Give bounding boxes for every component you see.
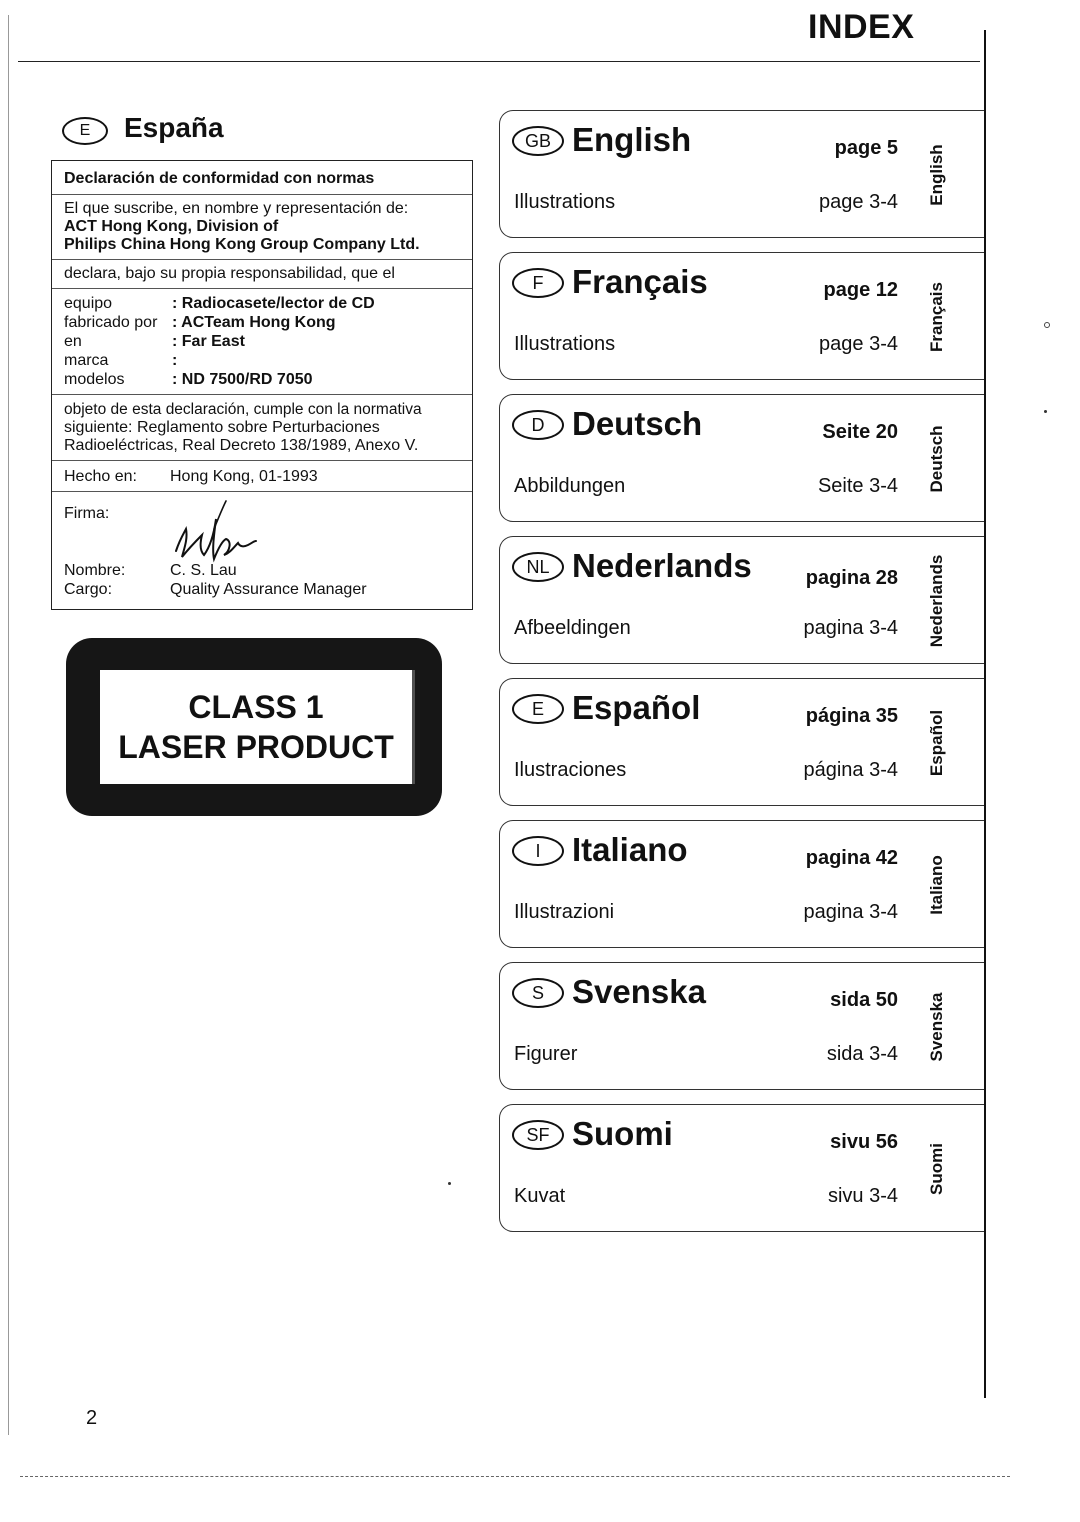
illustrations-page: pagina 3-4 — [803, 617, 898, 639]
thumb-tab-suomi[interactable] — [920, 1115, 954, 1223]
illustrations-page: page 3-4 — [819, 333, 898, 355]
field-row — [64, 333, 464, 351]
field-value: : Far East — [172, 333, 245, 350]
thumb-tab-francais[interactable] — [920, 263, 954, 371]
illustrations-label: Afbeeldingen — [514, 617, 631, 639]
scan-speck — [448, 1182, 451, 1185]
country-badge: F — [512, 268, 564, 298]
page-number: 2 — [86, 1407, 98, 1429]
country-badge: E — [512, 694, 564, 724]
label-edge — [412, 670, 415, 784]
tab-label: Italiano — [927, 855, 946, 915]
language-entry-italiano[interactable] — [499, 820, 984, 948]
language-page: page 5 — [834, 137, 898, 159]
object-line-3: Radioeléctricas, Real Decreto 138/1989, Anexo V. — [64, 437, 419, 454]
position-value: Quality Assurance Manager — [170, 581, 367, 598]
illustrations-label: Abbildungen — [514, 475, 626, 497]
tab-label: Deutsch — [927, 425, 946, 493]
illustrations-page: page 3-4 — [819, 191, 898, 213]
scan-speck — [1044, 410, 1047, 413]
signature — [170, 499, 280, 569]
tab-label: Svenska — [927, 992, 946, 1062]
country-badge: NL — [512, 552, 564, 582]
divider — [52, 460, 472, 461]
tab-edge-line — [984, 30, 986, 1398]
position-key: Cargo: — [64, 581, 113, 598]
tab-label: Nederlands — [927, 554, 946, 648]
language-entry-english[interactable] — [499, 110, 984, 238]
language-page: pagina 28 — [805, 567, 898, 589]
language-page: sivu 56 — [830, 1131, 898, 1153]
object-line-2: siguiente: Reglamento sobre Perturbaciones — [64, 419, 380, 436]
signature-key: Firma: — [64, 505, 110, 522]
field-value: : — [172, 352, 178, 369]
language-page: Seite 20 — [822, 421, 898, 443]
made-in-key: Hecho en: — [64, 468, 137, 485]
name-key: Nombre: — [64, 562, 126, 579]
divider — [52, 288, 472, 289]
language-entry-nederlands[interactable] — [499, 536, 984, 664]
country-badge: GB — [512, 126, 564, 156]
page-title: INDEX — [808, 8, 915, 46]
language-entry-svenska[interactable] — [499, 962, 984, 1090]
tab-label: Français — [927, 282, 946, 352]
declaration-box — [51, 160, 473, 610]
illustrations-label: Ilustraciones — [514, 759, 627, 781]
language-page: pagina 42 — [805, 847, 898, 869]
thumb-tab-deutsch[interactable] — [920, 405, 954, 513]
field-value: : Radiocasete/lector de CD — [172, 295, 375, 312]
field-row — [64, 295, 464, 313]
header-rule — [18, 61, 980, 62]
field-row — [64, 352, 464, 370]
language-name: Suomi — [572, 1115, 673, 1152]
espana-title: España — [124, 112, 224, 143]
declaration-intro: El que suscribe, en nombre y representación de: — [64, 200, 409, 217]
illustrations-page: Seite 3-4 — [817, 475, 898, 497]
object-line-1: objeto de esta declaración, cumple con la normativa — [64, 401, 422, 418]
language-entry-suomi[interactable] — [499, 1104, 984, 1232]
scan-speck — [1044, 322, 1050, 328]
laser-product-line: LASER PRODUCT — [118, 729, 394, 765]
declaration-title: Declaración de conformidad con normas — [64, 170, 375, 187]
field-row — [64, 314, 464, 332]
illustrations-label: Illustrations — [514, 333, 616, 355]
language-page: page 12 — [823, 279, 898, 301]
field-key: marca — [64, 352, 109, 369]
language-entry-francais[interactable] — [499, 252, 984, 380]
tab-label: English — [927, 144, 946, 206]
language-entry-espanol[interactable] — [499, 678, 984, 806]
made-in-value: Hong Kong, 01-1993 — [170, 468, 318, 485]
language-name: Español — [572, 689, 701, 726]
country-badge: SF — [512, 1120, 564, 1150]
left-margin-line — [8, 15, 9, 1435]
country-badge: E — [62, 117, 108, 145]
field-value: : ACTeam Hong Kong — [172, 314, 336, 331]
illustrations-page: sivu 3-4 — [827, 1185, 898, 1207]
language-page: página 35 — [805, 705, 898, 727]
divider — [52, 194, 472, 195]
language-name: Italiano — [572, 831, 688, 868]
declares-line: declara, bajo su propia responsabilidad, que el — [64, 265, 395, 282]
thumb-tab-english[interactable] — [920, 121, 954, 229]
illustrations-page: sida 3-4 — [826, 1043, 898, 1065]
language-name: Français — [572, 263, 708, 300]
illustrations-label: Illustrazioni — [514, 901, 615, 923]
laser-class-line: CLASS 1 — [188, 689, 324, 725]
divider — [52, 491, 472, 492]
language-name: Deutsch — [572, 405, 703, 442]
laser-label-text-panel — [100, 670, 412, 784]
bottom-dashed-rule — [20, 1476, 1010, 1477]
country-badge: D — [512, 410, 564, 440]
field-key: fabricado por — [64, 314, 158, 331]
field-key: modelos — [64, 371, 125, 388]
company-line-1: ACT Hong Kong, Division of — [64, 218, 279, 235]
language-name: Svenska — [572, 973, 706, 1010]
company-line-2: Philips China Hong Kong Group Company Ltd. — [64, 236, 420, 253]
language-name: Nederlands — [572, 547, 752, 584]
thumb-tab-nederlands[interactable] — [920, 547, 954, 655]
language-entry-deutsch[interactable] — [499, 394, 984, 522]
country-badge: I — [512, 836, 564, 866]
name-value: C. S. Lau — [170, 562, 237, 579]
tab-label: Español — [927, 709, 946, 777]
laser-class-label — [66, 638, 442, 816]
language-page: sida 50 — [830, 989, 898, 1011]
tab-label: Suomi — [927, 1143, 946, 1195]
field-row — [64, 371, 464, 389]
country-badge: S — [512, 978, 564, 1008]
illustrations-page: pagina 3-4 — [803, 901, 898, 923]
language-name: English — [572, 121, 692, 158]
illustrations-page: página 3-4 — [803, 759, 898, 781]
field-key: en — [64, 333, 82, 350]
field-key: equipo — [64, 295, 113, 312]
field-value: : ND 7500/RD 7050 — [172, 371, 313, 388]
divider — [52, 394, 472, 395]
illustrations-label: Figurer — [514, 1043, 578, 1065]
illustrations-label: Illustrations — [514, 191, 616, 213]
thumb-tab-espanol[interactable] — [920, 689, 954, 797]
divider — [52, 259, 472, 260]
thumb-tab-svenska[interactable] — [920, 973, 954, 1081]
thumb-tab-italiano[interactable] — [920, 831, 954, 939]
illustrations-label: Kuvat — [514, 1185, 566, 1207]
